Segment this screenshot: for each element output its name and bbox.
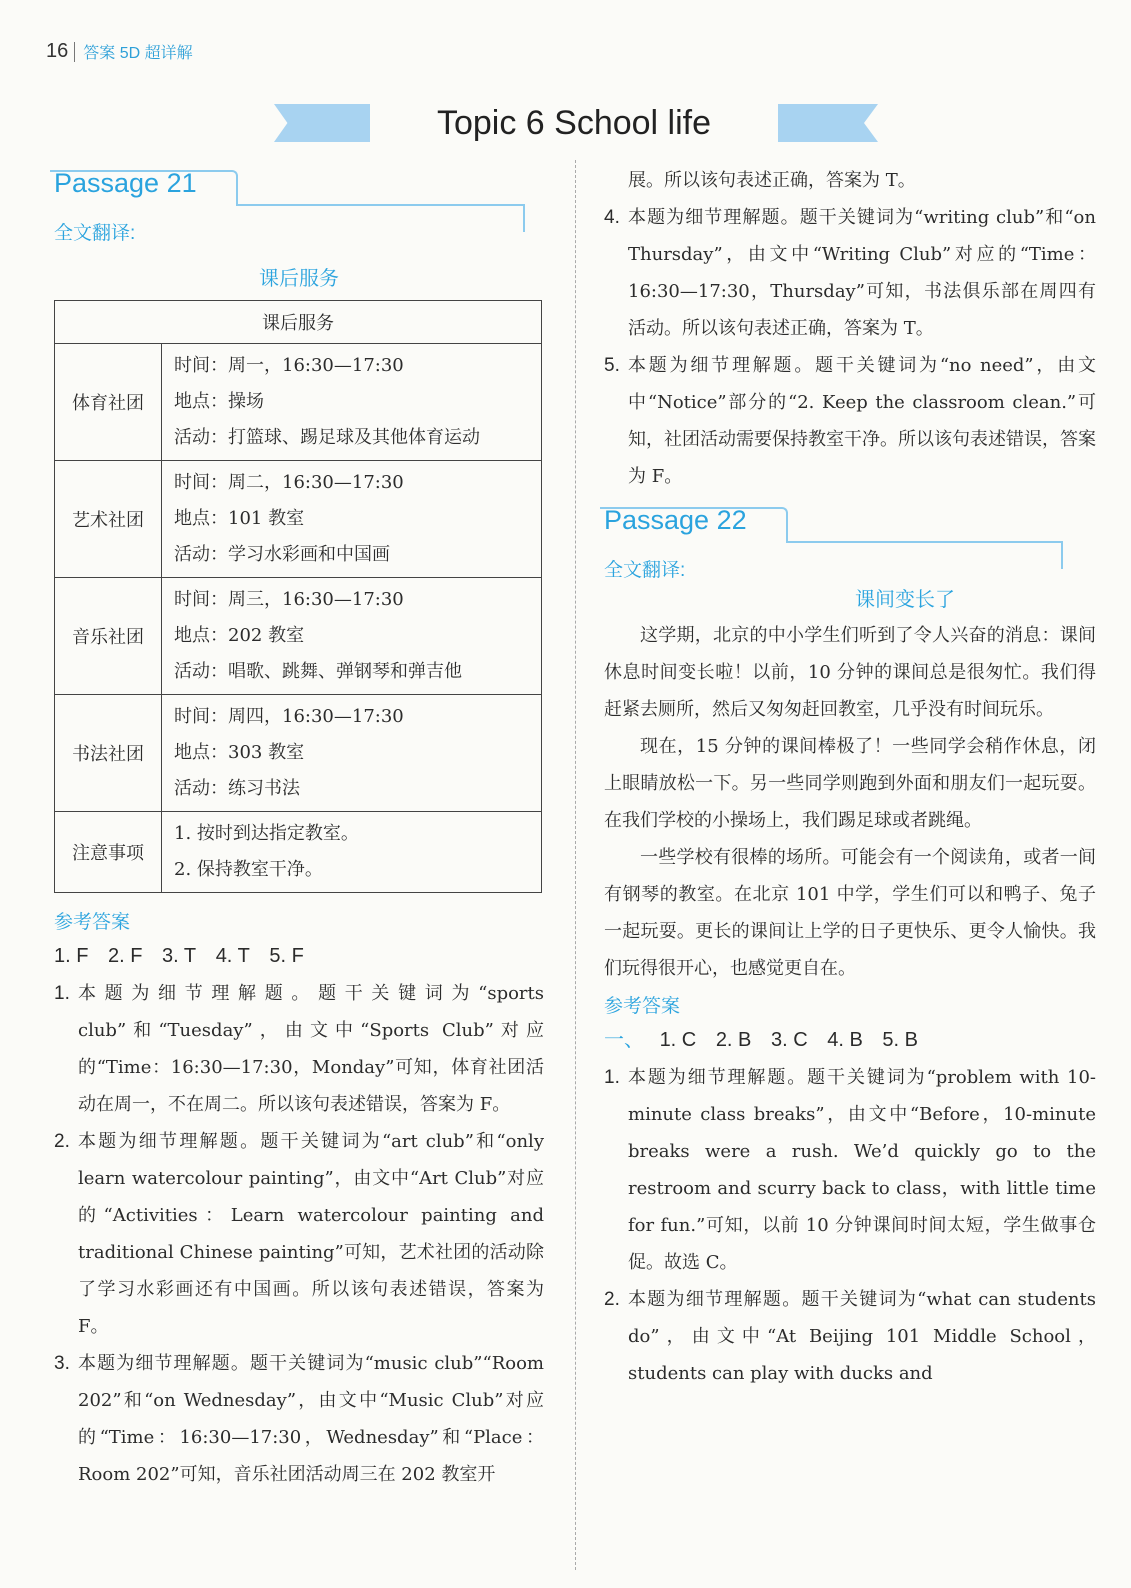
answer-item: 2. B — [715, 1029, 752, 1051]
answer-item: 1. F — [54, 945, 89, 967]
explanation-text: 本题为细节理解题。题干关键词为“problem with 10-minute class breaks”，由文中“Before，10-minute breaks were a rush. We’d quickly go to the restroom and scurry back to class，with little time for fun.”可知，以前 10 分钟课间时间太短，学生做事仓促。故选 C。 — [628, 1067, 1096, 1273]
explanation-item — [54, 975, 544, 1123]
topic-banner — [0, 100, 1131, 148]
explanation-number: 1. — [604, 1067, 620, 1088]
table-row — [55, 344, 542, 461]
explanation-text: 本题为细节理解题。题干关键词为“music club”“Room 202”和“on Wednesday”，由文中“Music Club”对应的“Time：16:30—17:30，Wednesday”和“Place：Room 202”可知，音乐社团活动周三在 202 教室开 — [78, 1353, 544, 1485]
answer-item: 2. F — [108, 945, 143, 967]
brand-label: 答案 5D 超详解 — [83, 45, 193, 62]
service-table — [54, 300, 542, 893]
table-info — [162, 461, 542, 578]
info-line: 地点：303 教室 — [174, 742, 305, 763]
explanation-item — [604, 1059, 1096, 1281]
translation-label: 全文翻译: — [604, 560, 686, 581]
explanation-text: 本题为细节理解题。题干关键词为“what can students do”，由文中“At Beijing 101 Middle School，students can play with ducks and — [628, 1289, 1096, 1384]
info-line: 时间：周四，16:30—17:30 — [174, 706, 404, 727]
explanation-number: 2. — [604, 1289, 620, 1310]
answers-label: 参考答案 — [54, 912, 131, 933]
translation-paragraph: 一些学校有很棒的场所。可能会有一个阅读角，或者一间有钢琴的教室。在北京 101 中学，学生们可以和鸭子、兔子一起玩耍。更长的课间让上学的日子更快乐、更令人愉快。我们玩得很开心，也感觉更自在。 — [604, 847, 1096, 979]
explanation-text: 本题为细节理解题。题干关键词为“sports club”和“Tuesday”，由文中“Sports Club”对应的“Time：16:30—17:30，Monday”可知，体育社团活动在周一，不在周二。所以该句表述错误，答案为 F。 — [78, 983, 544, 1115]
explanation-item — [604, 199, 1096, 347]
table-info — [162, 344, 542, 461]
passage22-heading — [604, 501, 1096, 583]
info-line: 2. 保持教室干净。 — [174, 859, 323, 880]
info-line: 时间：周三，16:30—17:30 — [174, 589, 404, 610]
translation-paragraph: 这学期，北京的中小学生们听到了令人兴奋的消息：课间休息时间变长啦！以前，10 分钟的课间总是很匆忙。我们得赶紧去厕所，然后又匆匆赶回教室，几乎没有时间玩乐。 — [604, 625, 1096, 720]
answer-item: 3. T — [162, 945, 197, 967]
translation-paragraph: 现在，15 分钟的课间棒极了！一些同学会稍作休息，闭上眼睛放松一下。另一些同学则跑到外面和朋友们一起玩耍。在我们学校的小操场上，我们踢足球或者跳绳。 — [604, 736, 1096, 831]
answer-item: 1. C — [659, 1029, 697, 1051]
explanation-number: 4. — [604, 207, 620, 228]
topic-title: Topic 6 School life — [436, 104, 712, 142]
info-line: 地点：101 教室 — [174, 508, 305, 529]
passage-rule — [236, 204, 524, 206]
topic-banner-right-ribbon — [778, 104, 878, 142]
translation-subtitle: 课间变长了 — [855, 589, 955, 611]
table-header: 课后服务 — [55, 301, 542, 344]
passage-rule-end — [523, 204, 525, 232]
info-line: 时间：周一，16:30—17:30 — [174, 355, 404, 376]
info-line: 活动：学习水彩画和中国画 — [174, 544, 390, 565]
table-info — [162, 812, 542, 893]
translation-label: 全文翻译: — [54, 223, 136, 244]
answer-item: 4. T — [215, 945, 250, 967]
info-line: 1. 按时到达指定教室。 — [174, 823, 359, 844]
explanation-text: 本题为细节理解题。题干关键词为“writing club”和“on Thursday”，由文中“Writing Club”对应的“Time：16:30—17:30，Thursday”可知，书法俱乐部在周四有活动。所以该句表述正确，答案为 T。 — [628, 207, 1096, 339]
passage-title: Passage 22 — [604, 505, 747, 535]
header-divider — [74, 42, 75, 62]
table-row — [55, 695, 542, 812]
info-line: 地点：操场 — [174, 391, 264, 412]
table-row — [55, 461, 542, 578]
answer-item: 5. F — [269, 945, 304, 967]
passage-rule — [786, 541, 1062, 543]
answer-section-marker: 一、 — [604, 1029, 644, 1051]
explanation-item — [54, 1345, 544, 1493]
page-header — [46, 40, 193, 63]
left-column — [54, 164, 544, 1493]
info-line: 活动：唱歌、跳舞、弹钢琴和弹吉他 — [174, 661, 462, 682]
answer-key — [604, 1021, 1096, 1059]
table-category: 书法社团 — [55, 695, 162, 812]
table-category: 艺术社团 — [55, 461, 162, 578]
page-number: 16 — [46, 40, 69, 62]
info-line: 活动：打篮球、踢足球及其他体育运动 — [174, 427, 480, 448]
topic-banner-left-ribbon — [274, 104, 370, 142]
table-info — [162, 695, 542, 812]
explanation-item — [604, 1281, 1096, 1392]
answer-key — [54, 937, 544, 975]
answer-item: 3. C — [770, 1029, 808, 1051]
explanation-number: 3. — [54, 1353, 70, 1374]
explanation-number: 1. — [54, 983, 70, 1004]
answer-item: 4. B — [827, 1029, 863, 1051]
answers-label: 参考答案 — [604, 996, 681, 1017]
table-category: 体育社团 — [55, 344, 162, 461]
column-divider — [575, 160, 576, 1570]
explanation-text: 本题为细节理解题。题干关键词为“art club”和“only learn watercolour painting”，由文中“Art Club”对应的“Activities：Learn watercolour painting and traditional Chinese painting”可知，艺术社团的活动除了学习水彩画还有中国画。所以该句表述错误，答案为 F。 — [78, 1131, 544, 1337]
explanation-number: 5. — [604, 355, 620, 376]
explanation-continuation: 展。所以该句表述正确，答案为 T。 — [628, 170, 916, 191]
table-category: 音乐社团 — [55, 578, 162, 695]
explanation-item — [54, 1123, 544, 1345]
info-line: 时间：周二，16:30—17:30 — [174, 472, 404, 493]
passage21-heading — [54, 164, 544, 262]
translation-subtitle: 课后服务 — [259, 268, 339, 290]
explanation-number: 2. — [54, 1131, 70, 1152]
passage-title: Passage 21 — [54, 168, 197, 198]
answer-item: 5. B — [882, 1029, 918, 1051]
info-line: 活动：练习书法 — [174, 778, 300, 799]
info-line: 地点：202 教室 — [174, 625, 305, 646]
right-column — [604, 162, 1096, 1392]
explanation-text: 本题为细节理解题。题干关键词为“no need”，由文中“Notice”部分的“2. Keep the classroom clean.”可知，社团活动需要保持教室干净。所以该句表述错误，答案为 F。 — [628, 355, 1096, 487]
table-info — [162, 578, 542, 695]
table-row — [55, 812, 542, 893]
table-category: 注意事项 — [55, 812, 162, 893]
passage-rule-end — [1061, 541, 1063, 569]
table-row — [55, 578, 542, 695]
explanation-item — [604, 347, 1096, 495]
